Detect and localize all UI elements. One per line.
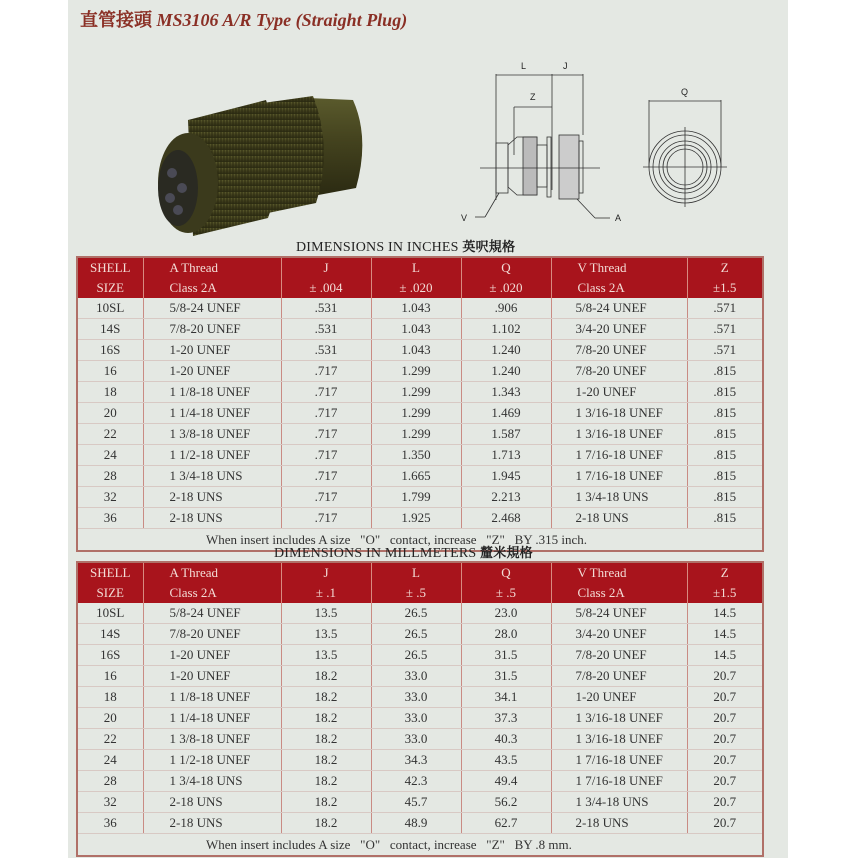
- label-Z: Z: [530, 92, 536, 102]
- header-l: L: [371, 257, 461, 278]
- cell-j: 18.2: [281, 771, 371, 792]
- cell-shell-size: 24: [77, 750, 143, 771]
- cell-z: .571: [687, 340, 763, 361]
- cell-l: 1.925: [371, 508, 461, 529]
- cell-shell-size: 16: [77, 361, 143, 382]
- cell-z: 14.5: [687, 645, 763, 666]
- header-l: L: [371, 562, 461, 583]
- cell-v-thread: 1 7/16-18 UNEF: [551, 466, 687, 487]
- cell-q: 1.469: [461, 403, 551, 424]
- table-row: [77, 792, 763, 813]
- cell-a-thread: 7/8-20 UNEF: [143, 624, 281, 645]
- dimension-drawing: [455, 55, 745, 230]
- cell-shell-size: 22: [77, 424, 143, 445]
- header-a-thread: A Thread: [143, 562, 281, 583]
- title-cjk: 直管接頭: [80, 10, 152, 31]
- cell-a-thread: 1 3/4-18 UNS: [143, 771, 281, 792]
- table-row: [77, 750, 763, 771]
- cell-shell-size: 28: [77, 466, 143, 487]
- cell-q: 23.0: [461, 603, 551, 624]
- cell-j: .717: [281, 424, 371, 445]
- cell-l: 1.299: [371, 424, 461, 445]
- cell-q: 1.240: [461, 361, 551, 382]
- cell-q: 2.468: [461, 508, 551, 529]
- table-row: [77, 603, 763, 624]
- cell-l: 45.7: [371, 792, 461, 813]
- mm-title-text: DIMENSIONS IN MILLMETERS: [274, 546, 477, 561]
- table-row: [77, 508, 763, 529]
- cell-a-thread: 1 1/8-18 UNEF: [143, 382, 281, 403]
- header-shell: SHELL: [77, 562, 143, 583]
- cell-a-thread: 1-20 UNEF: [143, 340, 281, 361]
- cell-q: 40.3: [461, 729, 551, 750]
- table-row: [77, 361, 763, 382]
- cell-j: 18.2: [281, 792, 371, 813]
- cell-v-thread: 1 3/16-18 UNEF: [551, 708, 687, 729]
- cell-v-thread: 1 3/4-18 UNS: [551, 487, 687, 508]
- cell-z: .815: [687, 403, 763, 424]
- cell-v-thread: 7/8-20 UNEF: [551, 361, 687, 382]
- cell-l: 33.0: [371, 729, 461, 750]
- cell-j: 13.5: [281, 645, 371, 666]
- cell-z: 20.7: [687, 687, 763, 708]
- cell-a-thread: 1-20 UNEF: [143, 645, 281, 666]
- cell-q: 1.713: [461, 445, 551, 466]
- cell-a-thread: 1 1/2-18 UNEF: [143, 750, 281, 771]
- cell-z: .815: [687, 424, 763, 445]
- cell-l: 1.299: [371, 361, 461, 382]
- cell-q: 34.1: [461, 687, 551, 708]
- cell-v-thread: 7/8-20 UNEF: [551, 340, 687, 361]
- note-row: [77, 834, 763, 857]
- cell-q: 31.5: [461, 666, 551, 687]
- cell-shell-size: 20: [77, 708, 143, 729]
- cell-j: .717: [281, 466, 371, 487]
- cell-shell-size: 18: [77, 687, 143, 708]
- header-j-tol: ± .004: [281, 278, 371, 298]
- cell-q: .906: [461, 298, 551, 319]
- cell-shell-size: 10SL: [77, 603, 143, 624]
- cell-z: 20.7: [687, 792, 763, 813]
- inches-title-text: DIMENSIONS IN INCHES: [296, 240, 459, 255]
- header-z-tol: ±1.5: [687, 583, 763, 603]
- cell-shell-size: 20: [77, 403, 143, 424]
- cell-shell-size: 14S: [77, 624, 143, 645]
- header-l-tol: ± .020: [371, 278, 461, 298]
- cell-q: 1.240: [461, 340, 551, 361]
- table-row: [77, 813, 763, 834]
- header-size: SIZE: [77, 278, 143, 298]
- header-q-tol: ± .5: [461, 583, 551, 603]
- cell-v-thread: 1 7/16-18 UNEF: [551, 771, 687, 792]
- cell-j: 18.2: [281, 687, 371, 708]
- mm-table: [76, 561, 764, 857]
- cell-a-thread: 2-18 UNS: [143, 508, 281, 529]
- mm-title-cjk: 釐米規格: [480, 546, 533, 561]
- cell-v-thread: 1 3/4-18 UNS: [551, 792, 687, 813]
- cell-a-thread: 1-20 UNEF: [143, 361, 281, 382]
- cell-l: 1.299: [371, 403, 461, 424]
- cell-l: 34.3: [371, 750, 461, 771]
- cell-v-thread: 1-20 UNEF: [551, 382, 687, 403]
- cell-v-thread: 5/8-24 UNEF: [551, 603, 687, 624]
- cell-a-thread: 1 1/4-18 UNEF: [143, 708, 281, 729]
- inches-title-cjk: 英呎規格: [462, 240, 516, 255]
- table-row: [77, 445, 763, 466]
- cell-v-thread: 2-18 UNS: [551, 508, 687, 529]
- header-z: Z: [687, 257, 763, 278]
- header-l-tol: ± .5: [371, 583, 461, 603]
- inches-header-row-2: [77, 278, 763, 298]
- header-z: Z: [687, 562, 763, 583]
- label-A: A: [615, 213, 622, 223]
- header-v-class: Class 2A: [551, 583, 687, 603]
- connector-photo: [148, 78, 378, 238]
- header-j: J: [281, 257, 371, 278]
- header-z-tol: ±1.5: [687, 278, 763, 298]
- header-j-tol: ± .1: [281, 583, 371, 603]
- cell-l: 1.043: [371, 298, 461, 319]
- cell-a-thread: 7/8-20 UNEF: [143, 319, 281, 340]
- cell-z: 20.7: [687, 729, 763, 750]
- cell-z: .815: [687, 466, 763, 487]
- cell-l: 1.665: [371, 466, 461, 487]
- cell-a-thread: 1 1/4-18 UNEF: [143, 403, 281, 424]
- cell-a-thread: 1-20 UNEF: [143, 666, 281, 687]
- cell-q: 37.3: [461, 708, 551, 729]
- cell-j: .717: [281, 382, 371, 403]
- cell-j: .717: [281, 403, 371, 424]
- header-shell: SHELL: [77, 257, 143, 278]
- cell-j: .531: [281, 298, 371, 319]
- cell-l: 26.5: [371, 645, 461, 666]
- cell-z: 20.7: [687, 666, 763, 687]
- header-a-thread: A Thread: [143, 257, 281, 278]
- cell-a-thread: 2-18 UNS: [143, 792, 281, 813]
- cell-j: 18.2: [281, 750, 371, 771]
- page-title: [80, 6, 407, 32]
- cell-v-thread: 1 7/16-18 UNEF: [551, 750, 687, 771]
- cell-a-thread: 1 1/2-18 UNEF: [143, 445, 281, 466]
- header-q: Q: [461, 562, 551, 583]
- cell-l: 42.3: [371, 771, 461, 792]
- cell-j: .531: [281, 319, 371, 340]
- cell-j: .717: [281, 445, 371, 466]
- table-row: [77, 645, 763, 666]
- cell-l: 26.5: [371, 603, 461, 624]
- cell-l: 1.350: [371, 445, 461, 466]
- cell-j: 18.2: [281, 813, 371, 834]
- cell-v-thread: 2-18 UNS: [551, 813, 687, 834]
- cell-shell-size: 32: [77, 792, 143, 813]
- inches-header-row-1: [77, 257, 763, 278]
- table-row: [77, 340, 763, 361]
- cell-v-thread: 7/8-20 UNEF: [551, 645, 687, 666]
- cell-j: 18.2: [281, 708, 371, 729]
- cell-l: 48.9: [371, 813, 461, 834]
- cell-shell-size: 36: [77, 813, 143, 834]
- header-q-tol: ± .020: [461, 278, 551, 298]
- cell-z: 20.7: [687, 771, 763, 792]
- cell-v-thread: 1 3/16-18 UNEF: [551, 403, 687, 424]
- header-v-thread: V Thread: [551, 257, 687, 278]
- cell-j: .717: [281, 487, 371, 508]
- cell-q: 49.4: [461, 771, 551, 792]
- cell-q: 43.5: [461, 750, 551, 771]
- table-row: [77, 319, 763, 340]
- table-row: [77, 382, 763, 403]
- table-row: [77, 708, 763, 729]
- cell-a-thread: 5/8-24 UNEF: [143, 603, 281, 624]
- cell-a-thread: 1 3/8-18 UNEF: [143, 729, 281, 750]
- table-row: [77, 771, 763, 792]
- cell-j: .717: [281, 508, 371, 529]
- cell-z: .815: [687, 361, 763, 382]
- cell-z: .815: [687, 487, 763, 508]
- cell-shell-size: 10SL: [77, 298, 143, 319]
- cell-shell-size: 24: [77, 445, 143, 466]
- cell-l: 1.799: [371, 487, 461, 508]
- cell-shell-size: 14S: [77, 319, 143, 340]
- table-note: When insert includes A size "O" contact, increase "Z" BY .315 inch.: [77, 529, 763, 552]
- cell-shell-size: 36: [77, 508, 143, 529]
- cell-j: .531: [281, 340, 371, 361]
- cell-v-thread: 7/8-20 UNEF: [551, 666, 687, 687]
- header-v-thread: V Thread: [551, 562, 687, 583]
- label-L: L: [521, 61, 527, 71]
- cell-v-thread: 1 7/16-18 UNEF: [551, 445, 687, 466]
- table-row: [77, 729, 763, 750]
- cell-shell-size: 22: [77, 729, 143, 750]
- cell-q: 1.945: [461, 466, 551, 487]
- cell-z: 14.5: [687, 624, 763, 645]
- header-a-class: Class 2A: [143, 278, 281, 298]
- inches-table: [76, 256, 764, 552]
- label-V: V: [461, 213, 468, 223]
- cell-shell-size: 32: [77, 487, 143, 508]
- cell-z: 20.7: [687, 708, 763, 729]
- table-note: When insert includes A size "O" contact, increase "Z" BY .8 mm.: [77, 834, 763, 857]
- cell-q: 1.343: [461, 382, 551, 403]
- cell-j: .717: [281, 361, 371, 382]
- cell-l: 1.043: [371, 340, 461, 361]
- cell-l: 33.0: [371, 708, 461, 729]
- table-row: [77, 666, 763, 687]
- cell-z: .571: [687, 319, 763, 340]
- cell-q: 56.2: [461, 792, 551, 813]
- cell-z: 20.7: [687, 813, 763, 834]
- label-Q: Q: [681, 87, 689, 97]
- cell-v-thread: 5/8-24 UNEF: [551, 298, 687, 319]
- cell-l: 33.0: [371, 687, 461, 708]
- table-row: [77, 424, 763, 445]
- header-size: SIZE: [77, 583, 143, 603]
- table-row: [77, 298, 763, 319]
- cell-j: 18.2: [281, 666, 371, 687]
- header-j: J: [281, 562, 371, 583]
- header-a-class: Class 2A: [143, 583, 281, 603]
- cell-a-thread: 2-18 UNS: [143, 813, 281, 834]
- cell-q: 1.102: [461, 319, 551, 340]
- table-row: [77, 624, 763, 645]
- header-q: Q: [461, 257, 551, 278]
- title-text: MS3106 A/R Type (Straight Plug): [156, 10, 408, 30]
- label-J: J: [563, 61, 568, 71]
- table-row: [77, 487, 763, 508]
- cell-l: 1.043: [371, 319, 461, 340]
- cell-v-thread: 3/4-20 UNEF: [551, 624, 687, 645]
- cell-a-thread: 1 3/8-18 UNEF: [143, 424, 281, 445]
- cell-v-thread: 3/4-20 UNEF: [551, 319, 687, 340]
- cell-v-thread: 1-20 UNEF: [551, 687, 687, 708]
- cell-shell-size: 18: [77, 382, 143, 403]
- inches-section-title: [296, 236, 515, 256]
- table-row: [77, 687, 763, 708]
- table-row: [77, 403, 763, 424]
- cell-a-thread: 1 3/4-18 UNS: [143, 466, 281, 487]
- cell-shell-size: 16: [77, 666, 143, 687]
- cell-a-thread: 1 1/8-18 UNEF: [143, 687, 281, 708]
- mm-header-row-2: [77, 583, 763, 603]
- cell-z: .571: [687, 298, 763, 319]
- mm-header-row-1: [77, 562, 763, 583]
- cell-q: 62.7: [461, 813, 551, 834]
- cell-l: 33.0: [371, 666, 461, 687]
- cell-z: .815: [687, 445, 763, 466]
- cell-l: 26.5: [371, 624, 461, 645]
- cell-v-thread: 1 3/16-18 UNEF: [551, 729, 687, 750]
- cell-q: 31.5: [461, 645, 551, 666]
- cell-a-thread: 5/8-24 UNEF: [143, 298, 281, 319]
- mm-section-title: [274, 542, 533, 562]
- cell-z: 14.5: [687, 603, 763, 624]
- cell-z: .815: [687, 382, 763, 403]
- cell-j: 13.5: [281, 603, 371, 624]
- cell-shell-size: 16S: [77, 340, 143, 361]
- table-row: [77, 466, 763, 487]
- cell-q: 28.0: [461, 624, 551, 645]
- cell-v-thread: 1 3/16-18 UNEF: [551, 424, 687, 445]
- cell-q: 1.587: [461, 424, 551, 445]
- cell-shell-size: 28: [77, 771, 143, 792]
- cell-a-thread: 2-18 UNS: [143, 487, 281, 508]
- cell-shell-size: 16S: [77, 645, 143, 666]
- cell-z: .815: [687, 508, 763, 529]
- header-v-class: Class 2A: [551, 278, 687, 298]
- cell-l: 1.299: [371, 382, 461, 403]
- cell-j: 18.2: [281, 729, 371, 750]
- cell-z: 20.7: [687, 750, 763, 771]
- cell-q: 2.213: [461, 487, 551, 508]
- cell-j: 13.5: [281, 624, 371, 645]
